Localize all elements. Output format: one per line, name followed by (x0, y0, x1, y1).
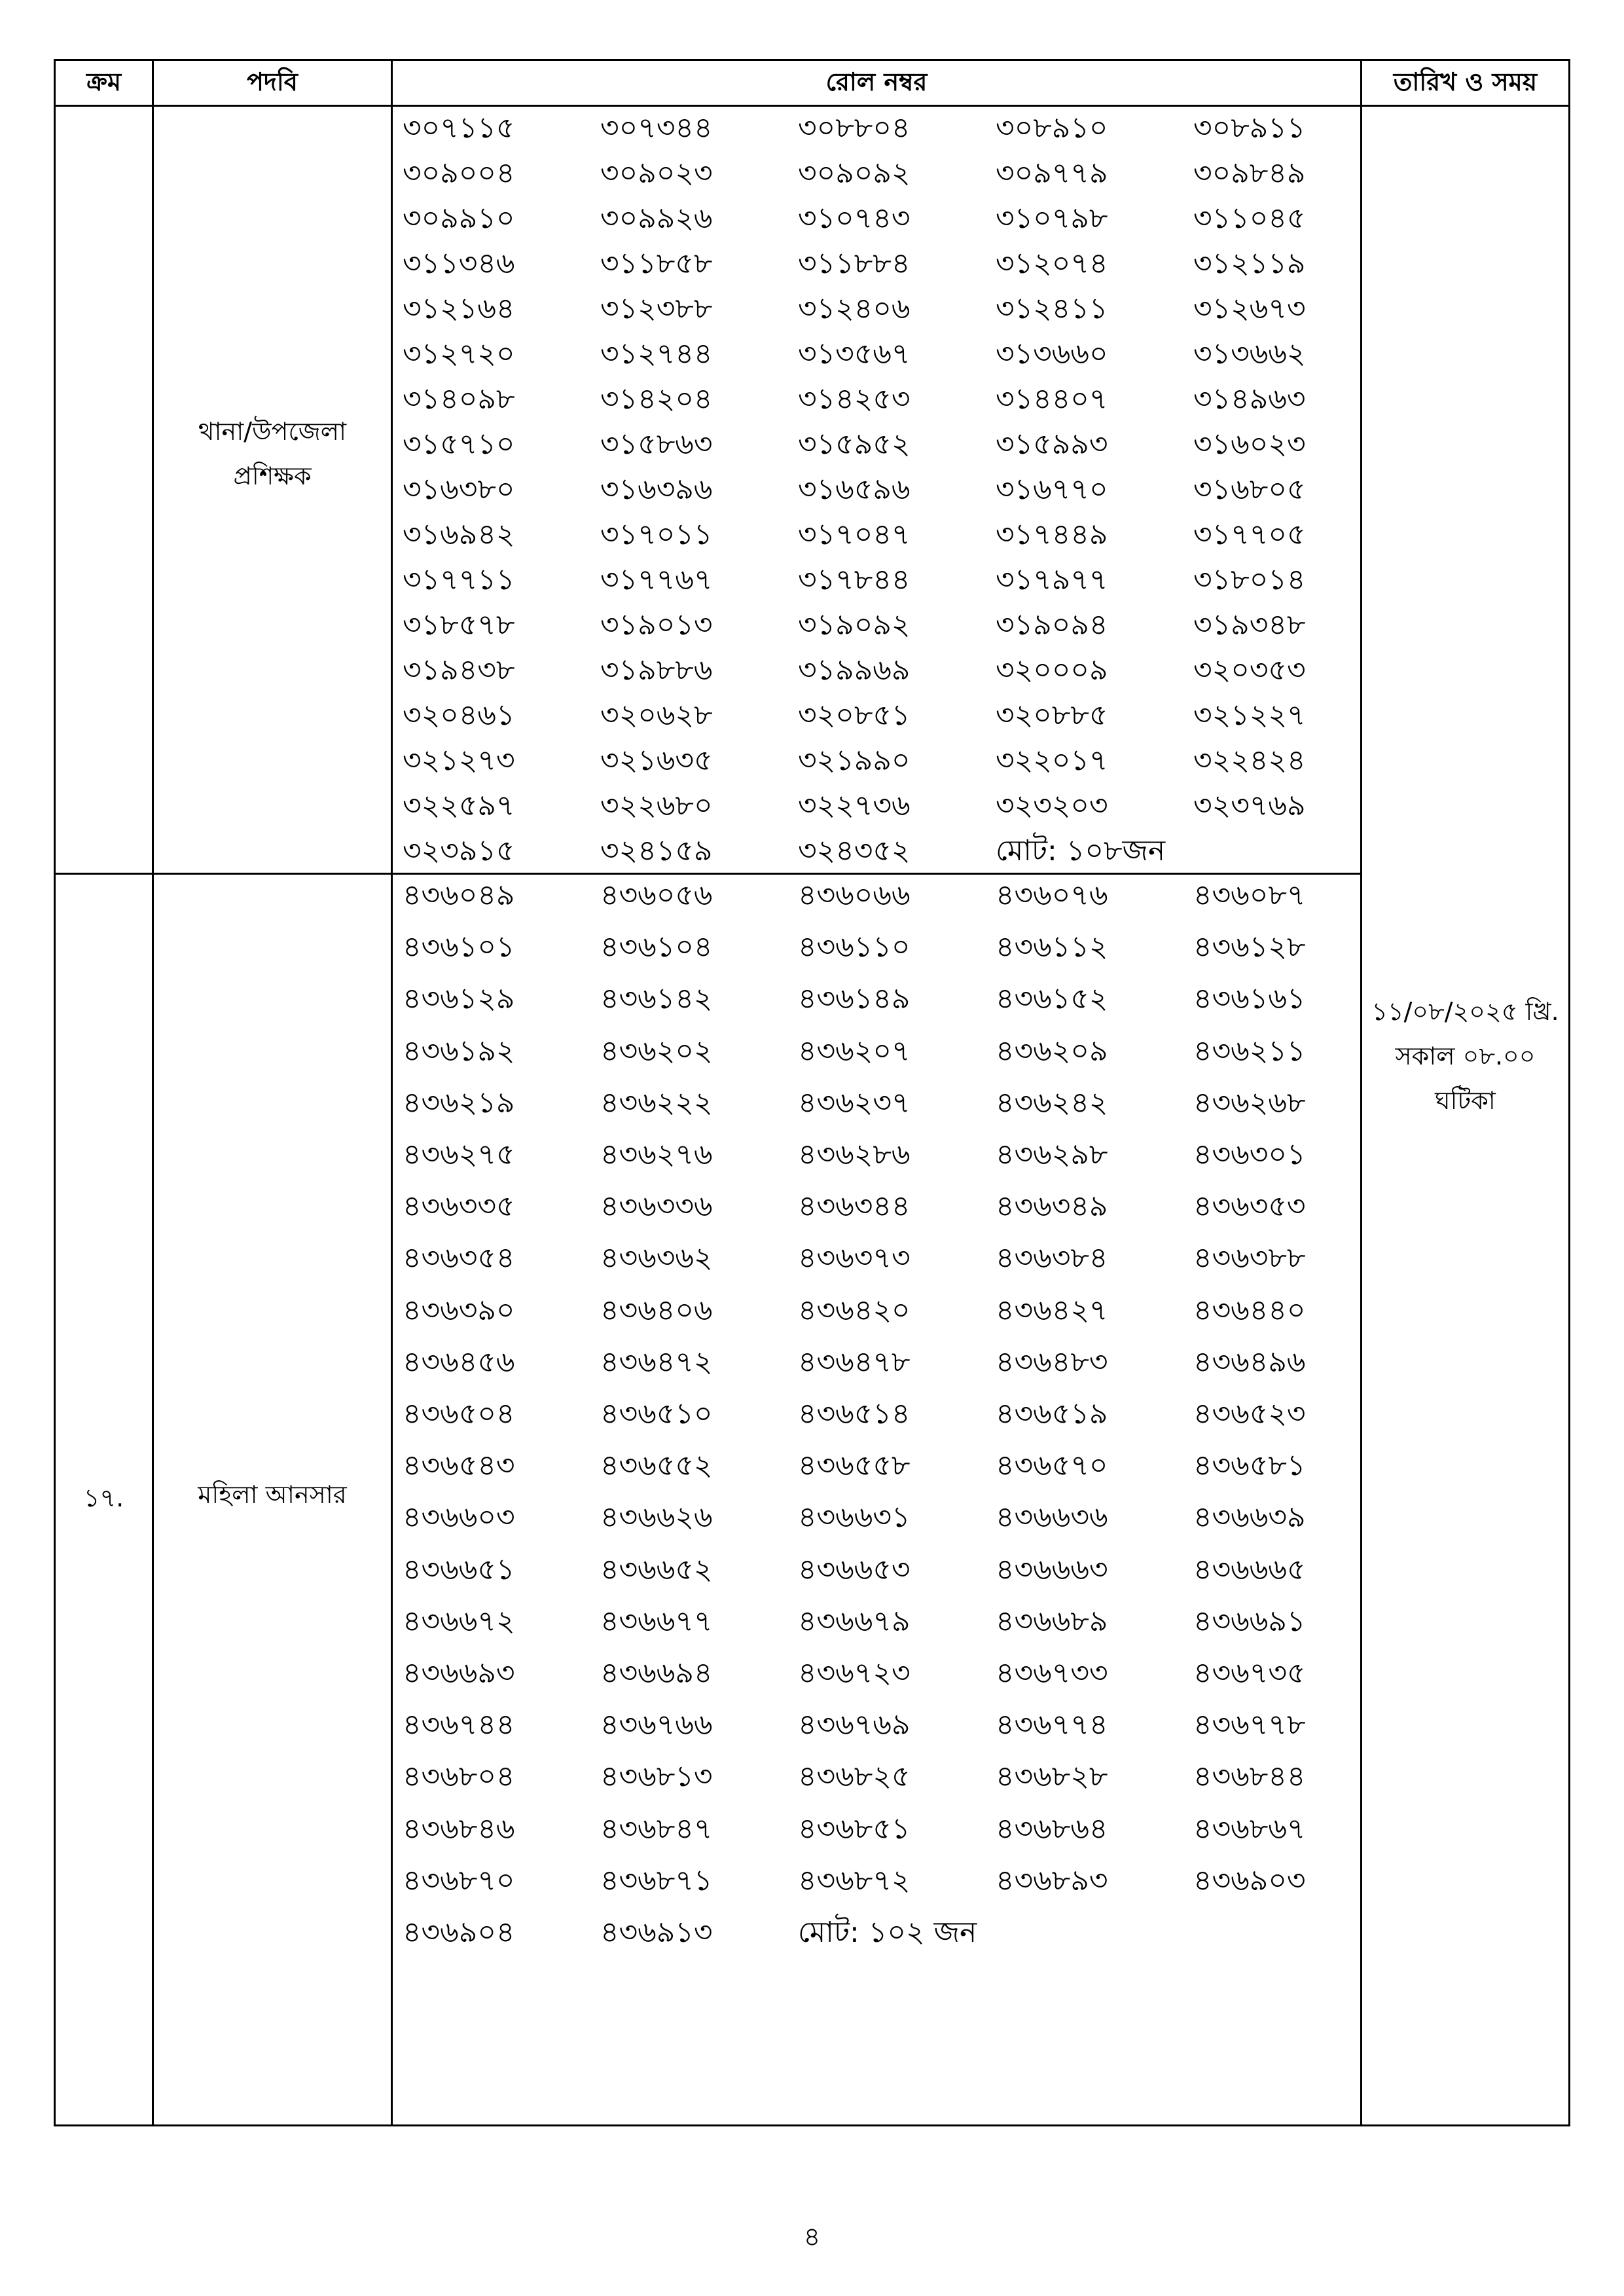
roll-number: ৩২০৬২৮ (600, 699, 713, 732)
roll-number: ৩১৬৯৪২ (403, 518, 515, 551)
roll-number: ৩২২৫৯৭ (403, 789, 515, 822)
roll-number: ৪৩৬১৪৯ (798, 982, 911, 1016)
roll-number: ৩১১৮৮৪ (798, 247, 911, 280)
roll-number: ৩১৬৩৯৬ (600, 473, 713, 506)
roll-number: ৩০৭১১৫ (403, 111, 515, 145)
post-line: থানা/উপজেলা (198, 417, 347, 446)
roll-number: ৪৩৬৬৫১ (403, 1552, 515, 1586)
roll-number: ৩১৯০৯২ (798, 608, 911, 642)
roll-number: ৪৩৬২৭৬ (600, 1138, 713, 1171)
roll-number: ৪৩৬৬৯৩ (403, 1656, 515, 1690)
column-divider (152, 61, 154, 2124)
row-1-post (154, 408, 391, 500)
roll-number: ৪৩৬৬৩৬ (996, 1501, 1108, 1535)
roll-number: ৪৩৬১৬১ (1193, 982, 1306, 1016)
roll-number: ৩২৩২০৩ (996, 789, 1108, 822)
roll-number: ৪৩৬২০২ (600, 1034, 713, 1068)
roll-number: ৪৩৬১৯২ (403, 1034, 515, 1068)
roll-number: ৩১০৭৯৮ (996, 202, 1108, 235)
roll-number: ৪৩৬৬৩৯ (1193, 1501, 1306, 1535)
roll-number: ৪৩৬৩৮৮ (1193, 1241, 1306, 1275)
roll-number: ৪৩৬৭৩৫ (1193, 1656, 1306, 1690)
roll-number: ৪৩৬৬৮৯ (996, 1604, 1108, 1638)
post-line: প্রশিক্ষক (233, 462, 312, 490)
roll-number: ৪৩৬০৬৬ (798, 879, 911, 912)
roll-number: ৩১১০৪৫ (1193, 202, 1306, 235)
roll-number: ৪৩৬৬৭২ (403, 1604, 515, 1638)
roll-number: ৪৩৬৮৭২ (798, 1863, 911, 1897)
roll-number: ৪৩৬১৪২ (600, 982, 713, 1016)
roll-number: ৪৩৬৩৬২ (600, 1241, 713, 1275)
roll-number: ৩২০০০৯ (996, 653, 1108, 687)
roll-number: ৪৩৬৫৮১ (1193, 1449, 1306, 1483)
roll-number: ৪৩৬৮০৪ (403, 1760, 515, 1794)
roll-number: ৪৩৬৬৭৭ (600, 1604, 713, 1638)
roll-number: ৩১৫৭১০ (403, 428, 515, 461)
header-date-time: তারিখ ও সময় (1393, 67, 1538, 96)
roll-number: ৪৩৬৮৪৪ (1193, 1760, 1306, 1794)
roll-number: ৩১৫৯৫২ (798, 428, 911, 461)
roll-number: ৩১১৩৪৬ (403, 247, 515, 280)
total-count: মোট: ১০২ জন (798, 1916, 977, 1949)
exam-time: সকাল ০৮.০০ (1395, 1042, 1536, 1070)
exam-time-unit: ঘটিকা (1435, 1086, 1496, 1115)
roll-number: ৩১৩৫৬৭ (798, 337, 911, 371)
row-divider (391, 873, 1360, 875)
roll-number: ৪৩৬০৭৬ (996, 879, 1108, 912)
roll-number: ৪৩৬৬২৬ (600, 1501, 713, 1535)
roll-number: ৪৩৬২৯৮ (996, 1138, 1108, 1171)
roll-number: ৩২২৬৮০ (600, 789, 713, 822)
roll-number: ৪৩৬৭৬৯ (798, 1708, 911, 1742)
row-2-post (154, 1472, 391, 1518)
roll-number: ৪৩৬০৫৬ (600, 879, 713, 912)
roll-number: ৩১৭৮৪৪ (798, 563, 911, 596)
roll-number: ৪৩৬৮৪৭ (600, 1812, 713, 1846)
roll-number: ৩১২৬৭৩ (1193, 292, 1306, 325)
roll-number: ৪৩৬৫৪৩ (403, 1449, 515, 1483)
roll-number: ৩১৪৪০৭ (996, 382, 1108, 416)
roll-number: ৩২১২৭৩ (403, 744, 515, 777)
roll-number: ৩২৩৭৬৯ (1193, 789, 1306, 822)
roll-number: ৪৩৬৪২৭ (996, 1293, 1108, 1327)
roll-number: ৪৩৬৪৭২ (600, 1345, 713, 1379)
roll-number: ৪৩৬৬৭৯ (798, 1604, 911, 1638)
roll-number: ৪৩৬৭৩৩ (996, 1656, 1108, 1690)
roll-number: ৪৩৬৩৪৪ (798, 1190, 911, 1224)
roll-number: ৩১৬৩৮০ (403, 473, 515, 506)
roll-number: ৩১৪২০৪ (600, 382, 713, 416)
roll-number: ৩২৪১৫৯ (600, 834, 713, 867)
roll-number: ৩০৮৮০৪ (798, 111, 911, 145)
roll-number: ৪৩৬৮২৮ (996, 1760, 1108, 1794)
roll-number: ৪৩৬৫১০ (600, 1397, 713, 1430)
roll-number: ৩২০৩৫৩ (1193, 653, 1306, 687)
roll-number: ৩২২৪২৪ (1193, 744, 1306, 777)
roll-number: ৪৩৬২১১ (1193, 1034, 1306, 1068)
roll-number: ৪৩৬৭৭৪ (996, 1708, 1108, 1742)
roll-number: ৪৩৬২৭৫ (403, 1138, 515, 1171)
roll-number: ৩১৭৭০৫ (1193, 518, 1306, 551)
roll-number: ৩০৯০৯২ (798, 156, 911, 190)
roll-number: ৩২২০১৭ (996, 744, 1108, 777)
roll-number: ৩১৯৪৩৮ (403, 653, 515, 687)
roll-number: ৪৩৬১১২ (996, 930, 1108, 964)
header-roll-number: রোল নম্বর (825, 67, 928, 96)
roll-number: ৪৩৬৪২০ (798, 1293, 911, 1327)
roll-number: ৪৩৬৬৫২ (600, 1552, 713, 1586)
roll-number: ৩১৯৩৪৮ (1193, 608, 1306, 642)
roll-number: ৩০৮৯১১ (1193, 111, 1306, 145)
roll-number: ৪৩৬২৪২ (996, 1085, 1108, 1120)
roll-number: ৩১২৩৮৮ (600, 292, 713, 325)
roll-number: ৩১৬৭৭০ (996, 473, 1108, 506)
roll-number: ৩০৯৯২৬ (600, 202, 713, 235)
roll-number: ৩১৯৮৮৬ (600, 653, 713, 687)
roll-number: ৪৩৬৮৫১ (798, 1812, 911, 1846)
column-divider (391, 61, 393, 2124)
roll-number: ৪৩৬৩৪৯ (996, 1190, 1108, 1224)
roll-number: ৩০৭৩৪৪ (600, 111, 713, 145)
roll-number: ৪৩৬৩৩৫ (403, 1190, 515, 1224)
roll-number: ৪৩৬৯০৪ (403, 1916, 515, 1949)
roll-number: ৪৩৬৪৪০ (1193, 1293, 1306, 1327)
roll-number: ৩১৬৮০৫ (1193, 473, 1306, 506)
roll-number: ৪৩৬২১৯ (403, 1085, 515, 1120)
roll-number: ৩১৭৭৬৭ (600, 563, 713, 596)
roll-number: ৪৩৬১৫২ (996, 982, 1108, 1016)
roll-number: ৪৩৬১১০ (798, 930, 911, 964)
roll-number: ৪৩৬২০৭ (798, 1034, 911, 1068)
roll-number: ৩২১৯৯০ (798, 744, 911, 777)
roll-number: ৩১৫৯৯৩ (996, 428, 1108, 461)
row-divider (56, 873, 391, 875)
roll-number: ৩১৩৬৬০ (996, 337, 1108, 371)
roll-number: ৩২০৪৬১ (403, 699, 515, 732)
roll-number: ৩০৮৯১০ (996, 111, 1108, 145)
roll-number: ৪৩৬১০৪ (600, 930, 713, 964)
total-count: মোট: ১০৮জন (996, 834, 1166, 867)
roll-number: ৩১৬০২৩ (1193, 428, 1306, 461)
roll-number: ৪৩৬৬৬৫ (1193, 1552, 1306, 1586)
roll-number: ৪৩৬৭২৩ (798, 1656, 911, 1690)
roll-number: ৪৩৬৫১৪ (798, 1397, 911, 1430)
roll-number: ৪৩৬০৪৯ (403, 879, 515, 912)
roll-number: ৪৩৬২৩৭ (798, 1085, 911, 1120)
roll-number: ৩২০৮৮৫ (996, 699, 1108, 732)
roll-number: ৪৩৬৮৭১ (600, 1863, 713, 1897)
roll-number: ৪৩৬৫১৯ (996, 1397, 1108, 1430)
roll-number: ৪৩৬৮২৫ (798, 1760, 911, 1794)
roll-number: ৪৩৬৩৯০ (403, 1293, 515, 1327)
roll-number: ৪৩৬৫৭০ (996, 1449, 1108, 1483)
roll-number: ৩১৫৮৬৩ (600, 428, 713, 461)
page-number: ৪ (803, 2222, 821, 2252)
exam-date-time (1362, 981, 1568, 1131)
roll-number: ৪৩৬২২২ (600, 1085, 713, 1120)
roll-number: ৩১৯৯৬৯ (798, 653, 911, 687)
roll-number: ৪৩৬৭৬৬ (600, 1708, 713, 1742)
roll-number: ৪৩৬০৮৭ (1193, 879, 1306, 912)
roll-number: ৩১৭৪৪৯ (996, 518, 1108, 551)
post-line: মহিলা আনসার (198, 1480, 347, 1509)
roll-number: ৪৩৬২৬৮ (1193, 1085, 1306, 1120)
roll-number: ৪৩৬৭৪৪ (403, 1708, 515, 1742)
roll-number: ৩০৯৮৪৯ (1193, 156, 1306, 190)
roll-number: ৪৩৬৮৯৩ (996, 1863, 1108, 1897)
roll-number: ৩২২৭৩৬ (798, 789, 911, 822)
roll-number: ৩১৯০১৩ (600, 608, 713, 642)
roll-number: ৩১৭০১১ (600, 518, 713, 551)
roll-number: ৩১৯০৯৪ (996, 608, 1108, 642)
roll-number: ৩১১৮৫৮ (600, 247, 713, 280)
roll-number: ৪৩৬৬০৩ (403, 1501, 515, 1535)
roll-number: ৪৩৬৫২৩ (1193, 1397, 1306, 1430)
roll-number: ৪৩৬৯০৩ (1193, 1863, 1306, 1897)
roll-number: ৩১৪০৯৮ (403, 382, 515, 416)
roll-number: ৪৩৬৫০৪ (403, 1397, 515, 1430)
roll-number: ৩২১২২৭ (1193, 699, 1306, 732)
roll-number: ৩১৮০১৪ (1193, 563, 1306, 596)
roll-number: ৪৩৬৪৮৩ (996, 1345, 1108, 1379)
roll-number: ৪৩৬৬৯৪ (600, 1656, 713, 1690)
roll-number: ৩০৯০২৩ (600, 156, 713, 190)
roll-number: ৪৩৬৩৫৪ (403, 1241, 515, 1275)
exam-schedule-table (54, 59, 1570, 2126)
roll-number: ৩০৯৭৭৯ (996, 156, 1108, 190)
roll-number: ৪৩৬৮৭০ (403, 1863, 515, 1897)
roll-number: ৪৩৬৮৬৪ (996, 1812, 1108, 1846)
roll-number: ৪৩৬৬৬৩ (996, 1552, 1108, 1586)
roll-number: ৪৩৬৮১৩ (600, 1760, 713, 1794)
roll-number: ৩১০৭৪৩ (798, 202, 911, 235)
roll-number: ৪৩৬২০৯ (996, 1034, 1108, 1068)
roll-number: ৩১৭৭১১ (403, 563, 515, 596)
roll-number: ৪৩৬৩৫৩ (1193, 1190, 1306, 1224)
roll-number: ৩০৯৯১০ (403, 202, 515, 235)
roll-number: ৪৩৬৭৭৮ (1193, 1708, 1306, 1742)
roll-number: ৩১২৪১১ (996, 292, 1108, 325)
roll-number: ৩১৬৫৯৬ (798, 473, 911, 506)
roll-number: ৩১২০৭৪ (996, 247, 1108, 280)
roll-number: ৩২১৬৩৫ (600, 744, 713, 777)
roll-number: ৩১৪৯৬৩ (1193, 382, 1306, 416)
roll-number: ৩১৮৫৭৮ (403, 608, 515, 642)
roll-number: ৪৩৬২৮৬ (798, 1138, 911, 1171)
roll-number: ৪৩৬৩০১ (1193, 1138, 1306, 1171)
exam-date: ১১/০৮/২০২৫ খ্রি. (1371, 997, 1559, 1026)
roll-number: ৩১৪২৫৩ (798, 382, 911, 416)
roll-number: ৩১২৪০৬ (798, 292, 911, 325)
header-post: পদবি (247, 67, 298, 96)
row-2-serial: ১৭. (83, 1484, 124, 1512)
roll-number: ৪৩৬৬৫৩ (798, 1552, 911, 1586)
roll-number: ৩২৪৩৫২ (798, 834, 911, 867)
header-serial: ক্রম (86, 67, 121, 96)
roll-number: ৪৩৬৫৫৮ (798, 1449, 911, 1483)
roll-number: ৩১২৭৪৪ (600, 337, 713, 371)
roll-number: ৪৩৬৪৯৬ (1193, 1345, 1306, 1379)
roll-number: ৪৩৬৩৭৩ (798, 1241, 911, 1275)
roll-number: ৪৩৬৩৩৬ (600, 1190, 713, 1224)
roll-number: ৪৩৬১২৮ (1193, 930, 1306, 964)
roll-number: ৩১৭০৪৭ (798, 518, 911, 551)
roll-number: ৩১৩৬৬২ (1193, 337, 1306, 371)
roll-number: ৩২৩৯১৫ (403, 834, 515, 867)
roll-number: ৪৩৬৪৭৮ (798, 1345, 911, 1379)
roll-number: ৪৩৬৫৫২ (600, 1449, 713, 1483)
roll-number: ৪৩৬৬৯১ (1193, 1604, 1306, 1638)
roll-number: ৪৩৬৪০৬ (600, 1293, 713, 1327)
roll-number: ৪৩৬১২৯ (403, 982, 515, 1016)
roll-number: ৩১২১১৯ (1193, 247, 1306, 280)
roll-number: ৪৩৬৮৬৭ (1193, 1812, 1306, 1846)
roll-number: ৩০৯০০৪ (403, 156, 515, 190)
roll-number: ৩১২১৬৪ (403, 292, 515, 325)
roll-number: ৪৩৬৩৮৪ (996, 1241, 1108, 1275)
roll-number: ৪৩৬৮৪৬ (403, 1812, 515, 1846)
roll-number: ৪৩৬৪৫৬ (403, 1345, 515, 1379)
roll-number: ৪৩৬১০১ (403, 930, 515, 964)
roll-number: ৪৩৬৬৩১ (798, 1501, 911, 1535)
roll-number: ৩১৭৯৭৭ (996, 563, 1108, 596)
roll-number: ৩১২৭২০ (403, 337, 515, 371)
roll-number: ৪৩৬৯১৩ (600, 1916, 713, 1949)
roll-number: ৩২০৮৫১ (798, 699, 911, 732)
